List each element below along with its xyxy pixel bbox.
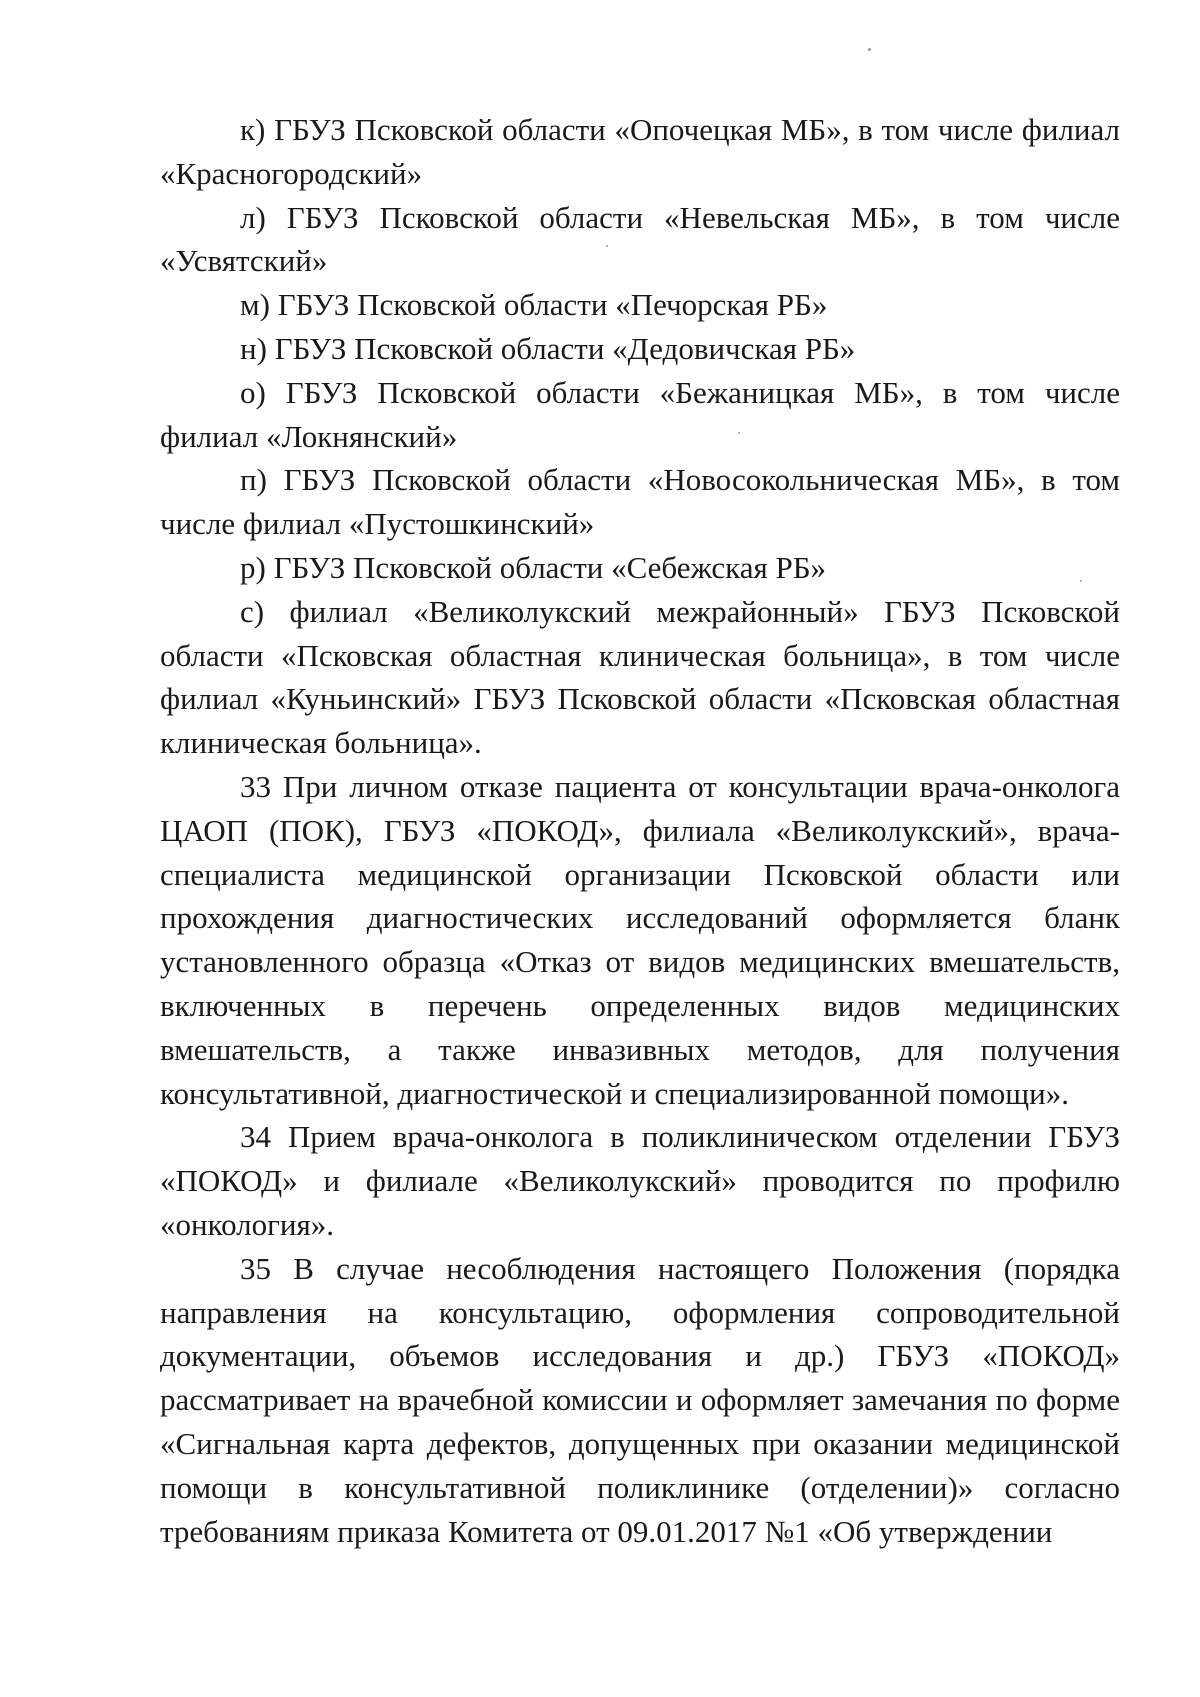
scan-speck (606, 245, 608, 247)
list-item-o: о) ГБУЗ Псковской области «Бежаницкая МБ», в том числе филиал «Локнянский» (160, 374, 1120, 454)
list-item-k: к) ГБУЗ Псковской области «Опочецкая МБ», в том числе филиал «Красногородский» (160, 112, 1120, 191)
scan-speck (868, 48, 871, 51)
clause-34: 34 Прием врача-онколога в поликлиническом отделении ГБУЗ «ПОКОД» и филиале «Великолукский» проводится по профилю «онкология». (160, 1119, 1120, 1242)
list-item-p: п) ГБУЗ Псковской области «Новосокольническая МБ», в том числе филиал «Пустошкинский» (160, 462, 1120, 542)
scan-speck (1080, 580, 1082, 582)
list-item-l: л) ГБУЗ Псковской области «Невельская МБ», в том числе «Усвятский» (160, 199, 1120, 279)
list-item-r: р) ГБУЗ Псковской области «Себежская РБ» (240, 549, 827, 585)
list-item-m: м) ГБУЗ Псковской области «Печорская РБ» (240, 287, 828, 323)
document-body (160, 108, 1120, 1553)
clause-33: 33 При личном отказе пациента от консультации врача-онколога ЦАОП (ПОК), ГБУЗ «ПОКОД», филиала «Великолукский», врача-специалиста медицинской организации Псковской области или прохождения диагностических исследований оформляется бланк установленного образца «Отказ от видов медицинских вмешательств, включенных в перечень определенных видов медицинских вмешательств, а также инвазивных методов, для получения консультативной, диагностической и специализированной помощи». (160, 768, 1120, 1111)
list-item-n: н) ГБУЗ Псковской области «Дедовичская РБ» (240, 330, 856, 366)
scan-speck (738, 432, 740, 434)
list-item-s: с) филиал «Великолукский межрайонный» ГБУЗ Псковской области «Псковская областная клиническая больница», в том числе филиал «Куньинский» ГБУЗ Псковской области «Псковская областная клиническая больница». (160, 593, 1120, 761)
clause-35: 35 В случае несоблюдения настоящего Положения (порядка направления на консультацию, оформления сопроводительной документации, объемов исследования и др.) ГБУЗ «ПОКОД» рассматривает на врачебной комиссии и оформляет замечания по форме «Сигнальная карта дефектов, допущенных при оказании медицинской помощи в консультативной поликлинике (отделении)» согласно требованиям приказа Комитета от 09.01.2017 №1 «Об утверждении (160, 1250, 1120, 1549)
